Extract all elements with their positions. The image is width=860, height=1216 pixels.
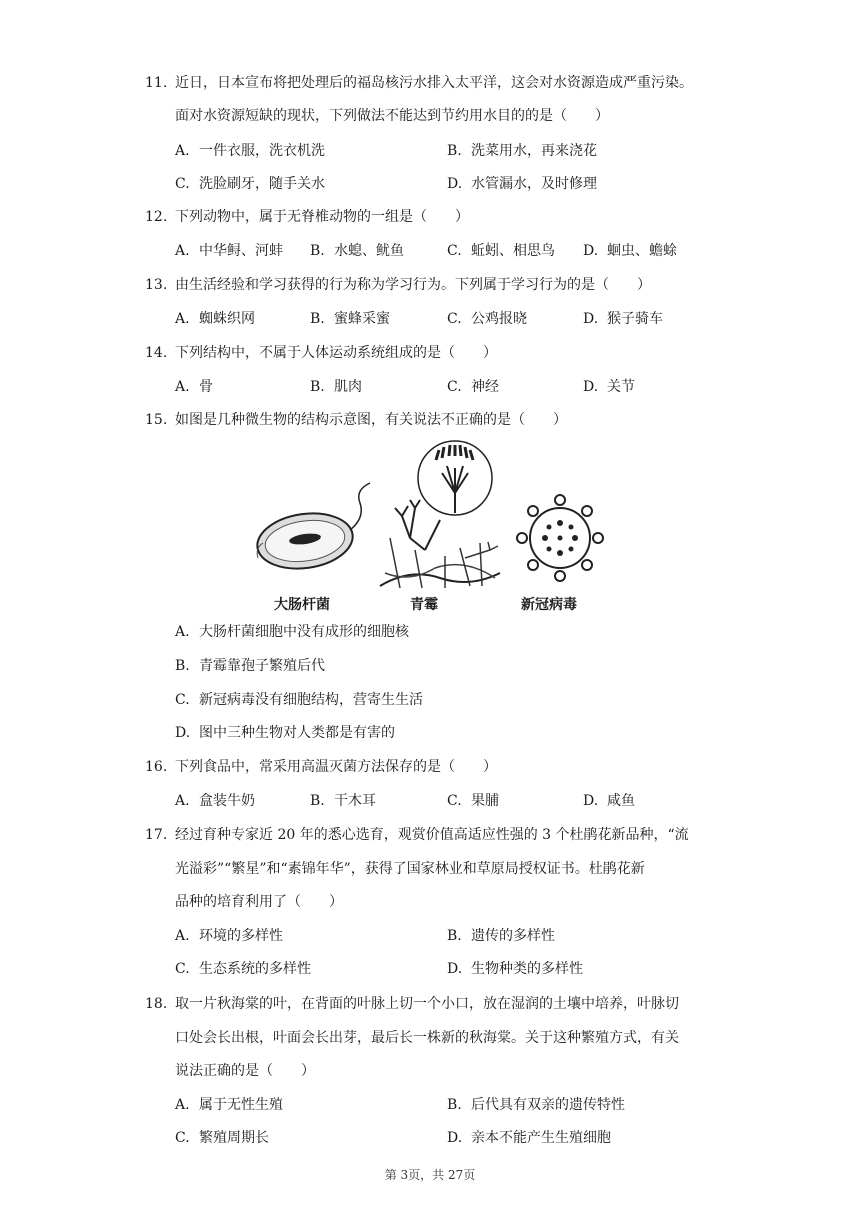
- question-17: [145, 824, 689, 846]
- question-13: [145, 274, 651, 296]
- option-a: A. 盒装牛奶: [175, 793, 255, 809]
- option-d: D. 咸鱼: [583, 793, 635, 809]
- option-b: B. 青霉靠孢子繁殖后代: [175, 658, 325, 674]
- option-c: C. 蚯蚓、相思鸟: [447, 243, 555, 259]
- question-15: [145, 409, 567, 431]
- option-b: B. 蜜蜂采蜜: [310, 311, 390, 327]
- option-b: B. 后代具有双亲的遗传特性: [447, 1097, 625, 1113]
- question-text: 由生活经验和学习获得的行为称为学习行为。下列属于学习行为的是（ ）: [175, 277, 651, 293]
- microorganism-figure: [250, 438, 620, 618]
- option-c: C. 公鸡报晓: [447, 311, 527, 327]
- figure-label-ecoli: 大肠杆菌: [274, 597, 330, 613]
- question-text: 下列食品中，常采用高温灭菌方法保存的是（ ）: [175, 759, 497, 775]
- question-number: 14.: [145, 345, 168, 361]
- question-16: [145, 756, 497, 778]
- option-b: B. 肌肉: [310, 379, 362, 395]
- option-d: D. 生物种类的多样性: [447, 961, 583, 977]
- option-d: D. 图中三种生物对人类都是有害的: [175, 725, 395, 741]
- option-d: D. 水管漏水，及时修理: [447, 176, 597, 192]
- question-number: 15.: [145, 412, 168, 428]
- question-number: 12.: [145, 209, 168, 225]
- question-text: 下列结构中，不属于人体运动系统组成的是（ ）: [175, 345, 497, 361]
- microorganism-diagram: [250, 438, 620, 618]
- question-text: 经过育种专家近 20 年的悉心选育，观赏价值高适应性强的 3 个杜鹃花新品种，“流: [175, 827, 689, 843]
- option-a: A. 大肠杆菌细胞中没有成形的细胞核: [175, 624, 409, 640]
- option-a: A. 一件衣服，洗衣机洗: [175, 143, 325, 159]
- question-14: [145, 342, 497, 364]
- option-a: A. 属于无性生殖: [175, 1097, 283, 1113]
- ecoli-drawing: [254, 483, 370, 574]
- figure-label-penicillium: 青霉: [410, 597, 438, 613]
- question-number: 11.: [145, 75, 168, 91]
- option-b: B. 干木耳: [310, 793, 376, 809]
- option-a: A. 中华鲟、河蚌: [175, 243, 283, 259]
- question-text-line: 面对水资源短缺的现状，下列做法不能达到节约用水目的的是（ ）: [175, 108, 609, 124]
- question-11: [145, 72, 693, 94]
- penicillium-drawing: [380, 441, 500, 588]
- question-text: 下列动物中，属于无脊椎动物的一组是（ ）: [175, 209, 469, 225]
- option-c: C. 洗脸刷牙，随手关水: [175, 176, 325, 192]
- option-a: A. 蜘蛛织网: [175, 311, 255, 327]
- question-12: [145, 206, 469, 228]
- question-text-line: 品种的培育利用了（ ）: [175, 894, 343, 910]
- question-18: [145, 993, 679, 1015]
- option-b: B. 水螅、鱿鱼: [310, 243, 404, 259]
- question-number: 17.: [145, 827, 168, 843]
- option-a: A. 骨: [175, 379, 213, 395]
- question-number: 16.: [145, 759, 168, 775]
- option-a: A. 环境的多样性: [175, 928, 283, 944]
- option-d: D. 亲本不能产生生殖细胞: [447, 1130, 611, 1146]
- question-text-line: 口处会长出根，叶面会长出芽，最后长一株新的秋海棠。关于这种繁殖方式，有关: [175, 1030, 679, 1046]
- question-number: 18.: [145, 996, 168, 1012]
- option-c: C. 繁殖周期长: [175, 1130, 269, 1146]
- option-d: D. 猴子骑车: [583, 311, 663, 327]
- option-d: D. 蛔虫、蟾蜍: [583, 243, 677, 259]
- question-text: 近日，日本宣布将把处理后的福岛核污水排入太平洋，这会对水资源造成严重污染。: [175, 75, 693, 91]
- option-c: C. 生态系统的多样性: [175, 961, 311, 977]
- question-number: 13.: [145, 277, 168, 293]
- coronavirus-drawing: [517, 495, 603, 581]
- question-text-line: 说法正确的是（ ）: [175, 1063, 315, 1079]
- page-footer: 第 3页，共 27页: [384, 1168, 476, 1182]
- option-b: B. 洗菜用水，再来浇花: [447, 143, 597, 159]
- question-text: 取一片秋海棠的叶，在背面的叶脉上切一个小口，放在湿润的土壤中培养，叶脉切: [175, 996, 679, 1012]
- option-d: D. 关节: [583, 379, 635, 395]
- option-c: C. 新冠病毒没有细胞结构，营寄生生活: [175, 692, 423, 708]
- option-b: B. 遗传的多样性: [447, 928, 555, 944]
- figure-label-coronavirus: 新冠病毒: [521, 597, 577, 613]
- question-text-line: 光溢彩”“繁星”和“素锦年华”，获得了国家林业和草原局授权证书。杜鹃花新: [175, 861, 645, 877]
- option-c: C. 果脯: [447, 793, 499, 809]
- option-c: C. 神经: [447, 379, 499, 395]
- question-text: 如图是几种微生物的结构示意图，有关说法不正确的是（ ）: [175, 412, 567, 428]
